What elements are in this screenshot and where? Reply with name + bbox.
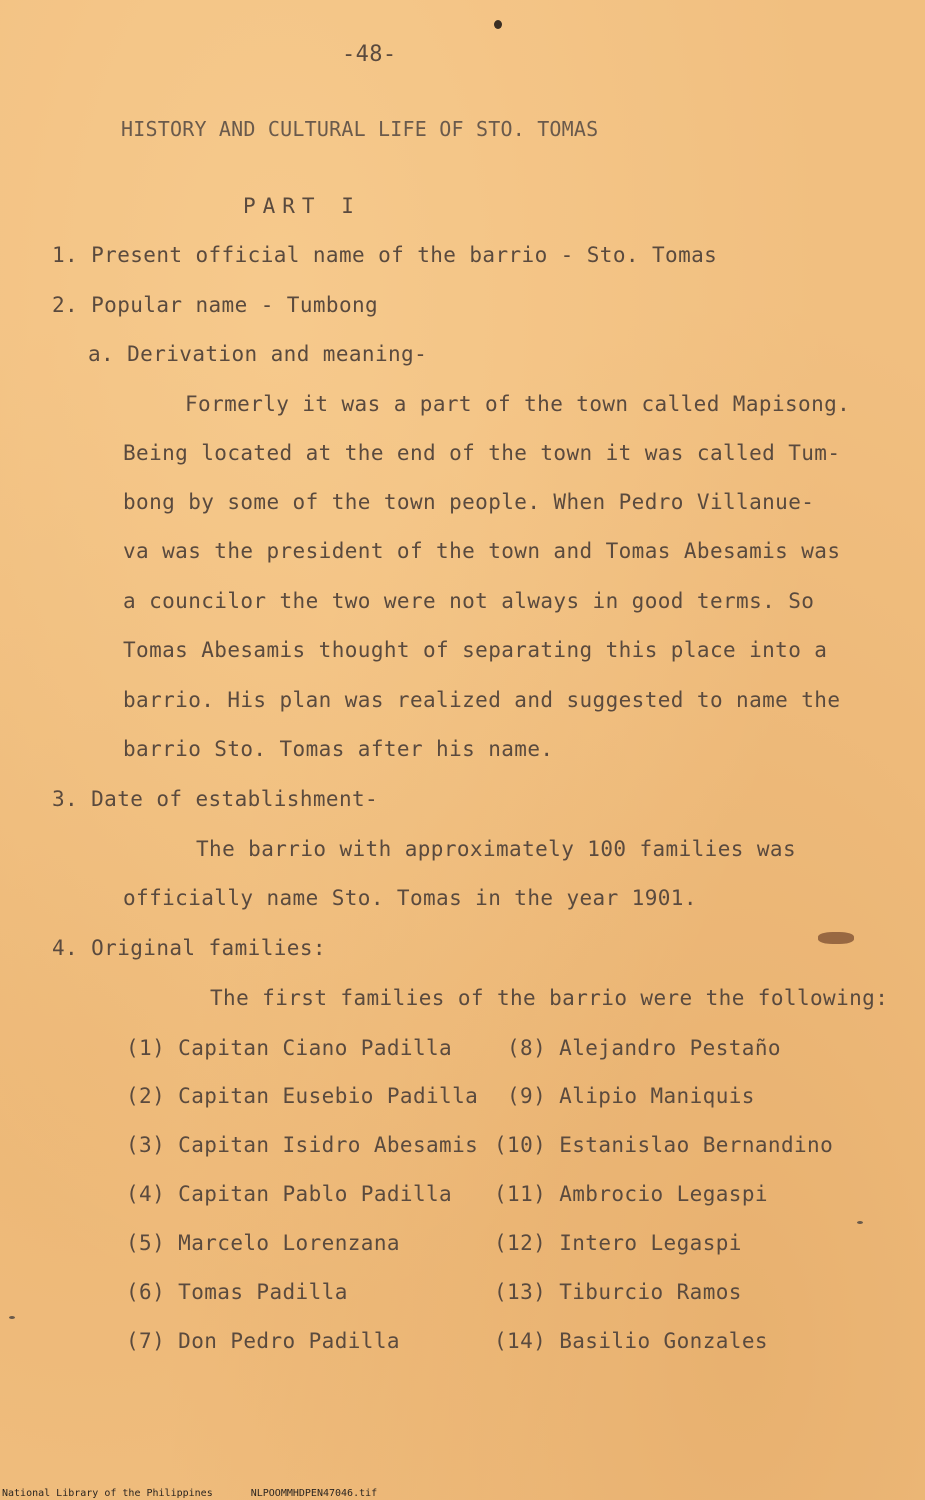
scan-footer [2, 1488, 415, 1499]
derivation-line: Formerly it was a part of the town called Mapisong. [185, 392, 851, 416]
family-entry: (4) Capitan Pablo Padilla [126, 1182, 453, 1206]
ink-speck [494, 20, 502, 29]
family-entry: (9) Alipio Maniquis [507, 1084, 755, 1108]
derivation-line: Tomas Abesamis thought of separating this place into a [123, 638, 828, 662]
families-intro: The first families of the barrio were the following: [210, 986, 889, 1010]
family-entry: (1) Capitan Ciano Padilla [126, 1036, 453, 1060]
family-entry: (5) Marcelo Lorenzana [126, 1231, 400, 1255]
establishment-line: officially name Sto. Tomas in the year 1901. [123, 886, 697, 910]
family-entry: (13) Tiburcio Ramos [494, 1280, 742, 1304]
family-entry: (11) Ambrocio Legaspi [494, 1182, 768, 1206]
item-popular-name: 2. Popular name - Tumbong [52, 293, 379, 317]
family-entry: (12) Intero Legaspi [494, 1231, 742, 1255]
page-number: -48- [342, 42, 397, 67]
item-official-name: 1. Present official name of the barrio - Sto. Tomas [52, 243, 718, 267]
derivation-line: Being located at the end of the town it was called Tum- [123, 441, 841, 465]
item-derivation-heading: a. Derivation and meaning- [88, 342, 428, 366]
document-title: HISTORY AND CULTURAL LIFE OF STO. TOMAS [121, 117, 599, 141]
family-entry: (14) Basilio Gonzales [494, 1329, 768, 1353]
family-entry: (6) Tomas Padilla [126, 1280, 348, 1304]
part-heading: PART I [243, 194, 361, 218]
item-families-heading: 4. Original families: [52, 936, 326, 960]
establishment-line: The barrio with approximately 100 families was [196, 837, 796, 861]
footer-filename: NLPOOMMHDPEN47046.tif [250, 1488, 378, 1499]
ink-speck [9, 1316, 15, 1319]
family-entry: (2) Capitan Eusebio Padilla [126, 1084, 479, 1108]
family-entry: (3) Capitan Isidro Abesamis [126, 1133, 479, 1157]
ink-stain [818, 932, 854, 944]
derivation-line: barrio Sto. Tomas after his name. [123, 737, 554, 761]
family-entry: (7) Don Pedro Padilla [126, 1329, 400, 1353]
ink-speck [857, 1221, 863, 1224]
footer-library: National Library of the Philippines [2, 1488, 213, 1499]
item-establishment-heading: 3. Date of establishment- [52, 787, 379, 811]
family-entry: (8) Alejandro Pestaño [507, 1036, 781, 1060]
derivation-line: barrio. His plan was realized and suggested to name the [123, 688, 841, 712]
derivation-line: a councilor the two were not always in good terms. So [123, 589, 815, 613]
family-entry: (10) Estanislao Bernandino [494, 1133, 834, 1157]
derivation-line: va was the president of the town and Tomas Abesamis was [123, 539, 841, 563]
derivation-line: bong by some of the town people. When Pedro Villanue- [123, 490, 815, 514]
